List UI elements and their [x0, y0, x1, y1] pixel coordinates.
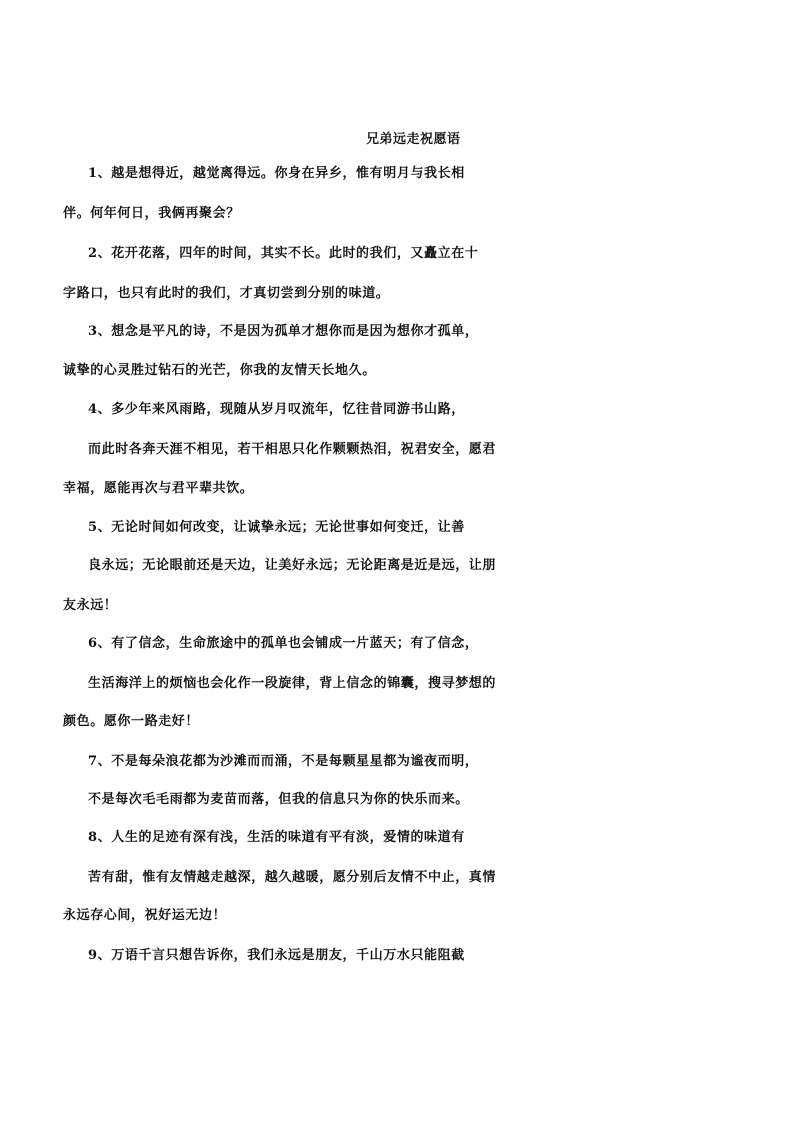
text-line-7: 4、多少年来风雨路，现随从岁月叹流年，忆往昔同游书山路，: [88, 402, 465, 417]
text-line-6: 诚挚的心灵胜过钻石的光芒，你我的友情天长地久。: [63, 363, 376, 378]
text-line-12: 友永远！: [63, 598, 118, 613]
text-line-20: 永远存心间，祝好运无边！: [63, 908, 227, 923]
text-line-3: 2、花开花落，四年的时间，其实不长。此时的我们，又矗立在十: [88, 246, 479, 261]
text-line-18: 8、人生的足迹有深有浅，生活的味道有平有淡，爱情的味道有: [88, 830, 465, 845]
text-line-5: 3、想念是平凡的诗，不是因为孤单才想你而是因为想你才孤单，: [88, 324, 479, 339]
text-line-4: 字路口，也只有此时的我们，才真切尝到分别的味道。: [63, 286, 390, 301]
text-line-1: 1、越是想得近，越觉离得远。你身在异乡，惟有明月与我长相: [88, 166, 465, 181]
text-line-13: 6、有了信念，生命旅途中的孤单也会铺成一片蓝天；有了信念，: [88, 636, 479, 651]
text-line-15: 颜色。愿你一路走好！: [63, 714, 200, 729]
text-line-17: 不是每次毛毛雨都为麦苗而落，但我的信息只为你的快乐而来。: [88, 792, 469, 807]
text-line-21: 9、万语千言只想告诉你，我们永远是朋友，千山万水只能阻截: [88, 948, 465, 963]
text-line-10: 5、无论时间如何改变，让诚挚永远；无论世事如何变迁，让善: [88, 520, 465, 535]
text-line-2: 伴。何年何日，我俩再聚会？: [63, 206, 240, 221]
text-line-19: 苦有甜，惟有友情越走越深，越久越暖，愿分别后友情不中止，真情: [88, 870, 497, 885]
text-line-14: 生活海洋上的烦恼也会化作一段旋律，背上信念的锦囊，搜寻梦想的: [88, 676, 497, 691]
text-line-16: 7、不是每朵浪花都为沙滩而而涌，不是每颗星星都为谧夜而明，: [88, 754, 479, 769]
text-line-8: 而此时各奔天涯不相见，若干相思只化作颗颗热泪，祝君安全，愿君: [88, 442, 497, 457]
document-title: 兄弟远走祝愿语: [366, 132, 461, 147]
text-line-11: 良永远；无论眼前还是天边，让美好永远；无论距离是近是远，让朋: [88, 558, 497, 573]
text-line-9: 幸福，愿能再次与君平辈共饮。: [63, 481, 254, 496]
